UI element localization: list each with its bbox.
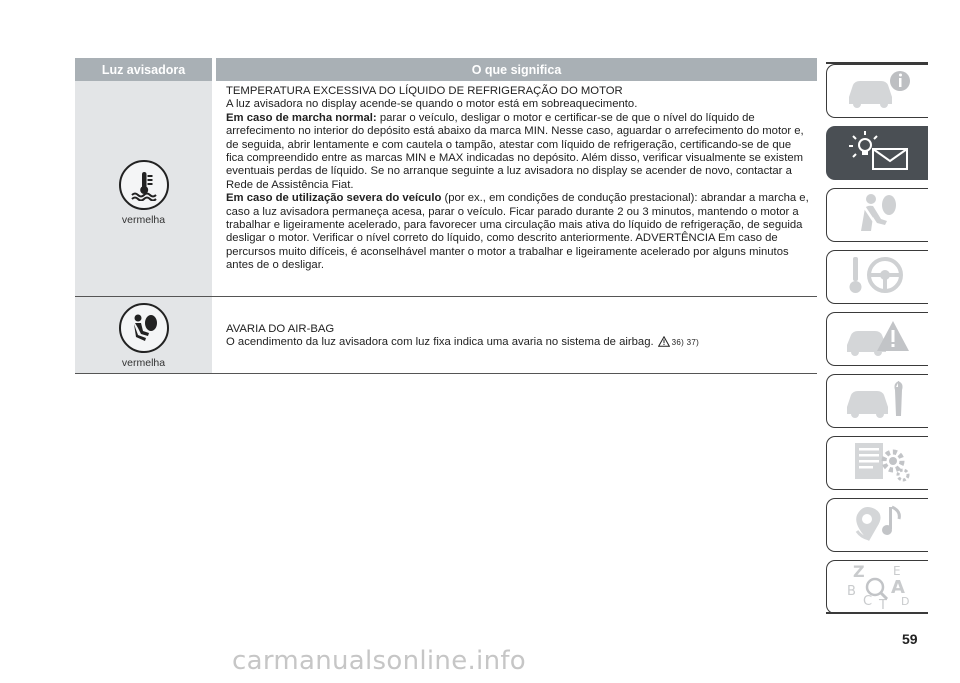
header-warning-light: Luz avisadora	[75, 58, 212, 81]
coolant-temperature-icon	[119, 160, 169, 210]
chapter-sidebar	[826, 64, 930, 620]
severe-use-paragraph	[226, 192, 811, 272]
meaning-cell	[212, 81, 817, 296]
warning-title: TEMPERATURA EXCESSIVA DO LÍQUIDO DE REFRIGERAÇÃO DO MOTOR	[226, 85, 623, 97]
page-number: 59	[902, 631, 918, 647]
severe-use-heading: Em caso de utilização severa do veículo	[226, 192, 442, 205]
table-header	[75, 58, 817, 81]
tab-emergency[interactable]	[826, 312, 928, 366]
warning-description: O acendimento da luz avisadora com luz fixa indica uma avaria no sistema de airbag.	[226, 336, 654, 349]
car-maintenance-icon	[843, 377, 913, 426]
watermark: carmanualsonline.info	[232, 646, 527, 676]
tab-divider	[826, 612, 928, 614]
warning-description-paragraph	[226, 336, 811, 351]
warning-description: A luz avisadora no display acende-se quando o motor está em sobreaquecimento.	[226, 98, 638, 111]
svg-text:B: B	[846, 583, 856, 599]
normal-driving-heading: Em caso de marcha normal:	[226, 111, 377, 124]
tab-index[interactable]	[826, 560, 928, 614]
table-row	[75, 297, 817, 374]
warning-color-label: vermelha	[121, 357, 166, 369]
tab-multimedia[interactable]	[826, 498, 928, 552]
tab-maintenance[interactable]	[826, 374, 928, 428]
svg-text:E: E	[892, 563, 901, 578]
multimedia-icon	[843, 501, 913, 550]
warning-triangle-icon	[658, 336, 670, 351]
meaning-cell	[212, 297, 817, 373]
safety-seatbelt-icon	[843, 191, 913, 240]
tab-safety[interactable]	[826, 188, 928, 242]
svg-text:Z: Z	[852, 561, 865, 581]
severe-use-text: (por ex., em condições de condução prestacional): abrandar a marcha e, caso a luz avisadora permaneça acesa, parar o veículo. Ficar parado durante 2 ou 3 minutos, mantendo o motor a trabalhar e ligeiramente acelerado, para favorecer uma circulação mais ativa do líquido de refrigeração, de seguida desligar o motor. Verificar o nível correto do líquido, como descrito anteriormente. ADVERTÊNCIA Em caso de percursos muito difíceis, é aconselhável manter o motor a trabalhar e ligeiramente acelerado por alguns minutos antes de o desligar.	[226, 192, 809, 272]
tab-car-info[interactable]	[826, 64, 928, 118]
header-meaning: O que significa	[216, 58, 817, 81]
warning-title: AVARIA DO AIR-BAG	[226, 323, 335, 335]
warning-lights-icon	[843, 129, 913, 178]
warning-color-label: vermelha	[121, 213, 166, 226]
table-row	[75, 81, 817, 297]
steering-key-icon	[843, 253, 913, 302]
svg-text:T: T	[878, 597, 887, 609]
tab-technical-data[interactable]	[826, 436, 928, 490]
svg-text:C: C	[862, 593, 872, 609]
tab-warning-lights[interactable]	[826, 126, 928, 180]
tab-starting-driving[interactable]	[826, 250, 928, 304]
index-az-icon	[843, 561, 913, 614]
normal-driving-text: parar o veículo, desligar o motor e certificar-se de que o nível do líquido de arrefecimento no interior do depósito está abaixo da marca MIN. Nesse caso, aguardar o arrefecimento do motor e, de seguida, abrir lentamente e com cautela o tampão, atestar com líquido de refrigeração, certificando-se de que fica compreendido entre as marcas MIN e MAX indicadas no depósito. Além disso, verificar visualmente se existem eventuais perdas de líquido. Se no arranque seguinte a luz avisadora no display se acender de novo, contactar a Rede de Assistência Fiat.	[226, 111, 804, 191]
airbag-icon	[119, 303, 169, 353]
car-info-icon	[843, 67, 913, 116]
icon-cell	[75, 81, 212, 296]
technical-data-icon	[843, 439, 913, 488]
normal-driving-paragraph	[226, 112, 811, 192]
svg-text:A: A	[890, 576, 905, 598]
emergency-icon	[843, 315, 913, 364]
note-references: 36) 37)	[671, 338, 700, 348]
svg-text:D: D	[900, 594, 909, 608]
icon-cell	[75, 297, 212, 373]
